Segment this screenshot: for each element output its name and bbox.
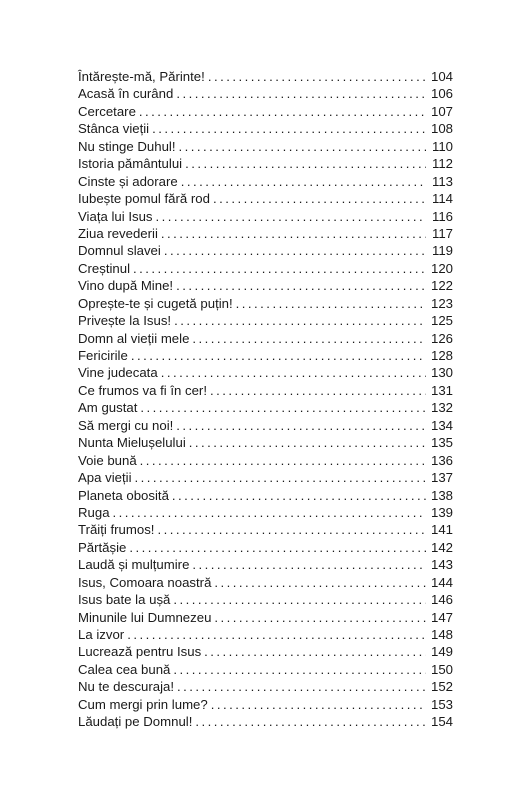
dot-leader <box>176 417 426 434</box>
dot-leader <box>127 626 426 643</box>
toc-entry-page-number: 141 <box>430 522 453 538</box>
toc-entry-page-number: 125 <box>430 313 453 329</box>
toc-entry-title: Nu te descuraja! <box>78 679 175 695</box>
toc-entry-title: Nu stinge Duhul! <box>78 138 176 154</box>
toc-entry <box>78 643 453 660</box>
toc-entry-page-number: 152 <box>430 679 453 695</box>
dot-leader <box>208 68 426 85</box>
toc-entry-page-number: 120 <box>430 260 453 276</box>
toc-entry-title: Trăiți frumos! <box>78 522 155 538</box>
toc-entry <box>78 225 453 242</box>
toc-entry <box>78 260 453 277</box>
dot-leader <box>135 469 426 486</box>
toc-entry-title: Lucrează pentru Isus <box>78 644 202 660</box>
toc-entry-page-number: 113 <box>431 173 453 189</box>
dot-leader <box>152 120 426 137</box>
toc-entry-page-number: 153 <box>430 696 453 712</box>
dot-leader <box>113 504 426 521</box>
toc-entry-page-number: 130 <box>430 365 453 381</box>
dot-leader <box>181 173 426 190</box>
toc-entry-title: Viața lui Isus <box>78 208 153 224</box>
toc-entry-title: Fericirile <box>78 348 128 363</box>
dot-leader <box>174 312 426 329</box>
toc-entry-title: Întărește-mă, Părinte! <box>78 69 205 84</box>
toc-entry-title: Cercetare <box>78 103 136 119</box>
toc-entry-title: Laudă și mulțumire <box>78 557 190 573</box>
dot-leader <box>214 574 426 591</box>
table-of-contents <box>78 68 453 731</box>
dot-leader <box>133 260 426 277</box>
dot-leader <box>161 225 426 242</box>
toc-entry-page-number: 146 <box>430 592 453 608</box>
toc-entry <box>78 190 453 207</box>
toc-entry <box>78 173 453 190</box>
toc-entry <box>78 434 453 451</box>
toc-entry-page-number: 128 <box>430 348 453 363</box>
toc-entry-page-number: 135 <box>430 435 453 451</box>
toc-entry <box>78 609 453 626</box>
toc-entry <box>78 242 453 259</box>
toc-entry-page-number: 138 <box>430 487 453 503</box>
toc-entry-page-number: 122 <box>430 278 453 294</box>
toc-entry-title: Iubește pomul fără rod <box>78 191 210 207</box>
toc-entry-page-number: 112 <box>431 156 453 172</box>
toc-entry-page-number: 110 <box>431 138 453 154</box>
toc-entry-page-number: 108 <box>430 121 453 137</box>
toc-entry-page-number: 142 <box>430 539 453 555</box>
toc-entry-page-number: 144 <box>430 574 453 590</box>
toc-entry <box>78 626 453 643</box>
toc-entry-title: Domn al vieții mele <box>78 330 190 346</box>
toc-entry <box>78 417 453 434</box>
toc-entry-title: Cum mergi prin lume? <box>78 696 208 712</box>
toc-entry <box>78 120 453 137</box>
dot-leader <box>129 539 426 556</box>
toc-entry <box>78 208 453 225</box>
toc-entry-page-number: 137 <box>430 470 453 486</box>
toc-entry <box>78 678 453 695</box>
toc-entry <box>78 591 453 608</box>
toc-entry-title: Creștinul <box>78 260 131 276</box>
toc-entry-title: Cinste și adorare <box>78 173 178 189</box>
toc-entry-title: Am gustat <box>78 400 138 416</box>
toc-entry-title: Lăudați pe Domnul! <box>78 714 193 730</box>
toc-entry-page-number: 143 <box>430 557 453 573</box>
dot-leader <box>192 556 426 573</box>
toc-entry <box>78 556 453 573</box>
toc-entry-title: Planeta obosită <box>78 487 169 503</box>
dot-leader <box>210 382 426 399</box>
dot-leader <box>236 295 426 312</box>
toc-entry-page-number: 150 <box>430 661 453 677</box>
toc-entry-title: Privește la Isus! <box>78 313 172 329</box>
toc-entry-title: Acasă în curând <box>78 86 174 102</box>
dot-leader <box>211 696 426 713</box>
toc-entry <box>78 696 453 713</box>
toc-entry-title: Voie bună <box>78 452 137 468</box>
toc-entry-title: Isus bate la ușă <box>78 592 171 608</box>
dot-leader <box>176 277 426 294</box>
toc-entry <box>78 713 453 730</box>
toc-entry-title: Ziua revederii <box>78 225 158 241</box>
dot-leader <box>204 643 426 660</box>
dot-leader <box>195 713 426 730</box>
toc-entry-title: Ce frumos va fi în cer! <box>78 382 207 398</box>
toc-entry-page-number: 131 <box>430 382 453 398</box>
toc-entry <box>78 68 453 85</box>
toc-entry <box>78 295 453 312</box>
toc-entry <box>78 452 453 469</box>
toc-entry-page-number: 117 <box>431 225 453 241</box>
toc-entry-page-number: 148 <box>430 627 453 642</box>
toc-entry-title: Istoria pământului <box>78 156 183 172</box>
toc-entry <box>78 103 453 120</box>
toc-entry-page-number: 136 <box>430 452 453 468</box>
toc-entry-page-number: 106 <box>430 86 453 102</box>
toc-entry-page-number: 119 <box>431 243 453 259</box>
dot-leader <box>156 208 426 225</box>
toc-entry <box>78 85 453 102</box>
toc-entry-title: Stânca vieții <box>78 121 150 137</box>
dot-leader <box>173 661 426 678</box>
dot-leader <box>192 330 426 347</box>
dot-leader <box>213 190 426 207</box>
toc-entry <box>78 399 453 416</box>
toc-entry-page-number: 123 <box>430 295 453 311</box>
dot-leader <box>177 678 426 695</box>
toc-entry-title: Domnul slavei <box>78 243 161 259</box>
toc-entry <box>78 504 453 521</box>
toc-entry-page-number: 147 <box>430 609 453 625</box>
dot-leader <box>139 103 426 120</box>
toc-entry <box>78 330 453 347</box>
toc-entry-title: Vine judecata <box>78 365 158 381</box>
toc-entry-page-number: 154 <box>430 714 453 730</box>
dot-leader <box>140 399 426 416</box>
toc-entry <box>78 277 453 294</box>
toc-entry <box>78 347 453 364</box>
toc-entry-page-number: 126 <box>430 330 453 346</box>
toc-entry-page-number: 132 <box>430 400 453 416</box>
dot-leader <box>173 591 426 608</box>
dot-leader <box>161 364 426 381</box>
toc-entry <box>78 382 453 399</box>
toc-entry <box>78 574 453 591</box>
toc-entry-title: Nunta Mielușelului <box>78 435 186 451</box>
toc-entry-title: Să mergi cu noi! <box>78 417 174 433</box>
toc-entry-page-number: 104 <box>430 69 453 84</box>
dot-leader <box>131 347 426 364</box>
dot-leader <box>189 434 426 451</box>
toc-entry-page-number: 116 <box>431 208 453 224</box>
dot-leader <box>214 609 426 626</box>
dot-leader <box>176 85 426 102</box>
toc-entry <box>78 364 453 381</box>
dot-leader <box>140 452 426 469</box>
toc-entry-title: Minunile lui Dumnezeu <box>78 609 212 625</box>
toc-entry-title: Vino după Mine! <box>78 278 174 294</box>
toc-entry-title: Apa vieții <box>78 470 132 486</box>
toc-entry <box>78 155 453 172</box>
toc-entry-title: Ruga <box>78 504 110 520</box>
toc-entry-page-number: 139 <box>430 504 453 520</box>
toc-entry-title: La izvor <box>78 627 125 642</box>
dot-leader <box>157 521 426 538</box>
toc-entry <box>78 138 453 155</box>
toc-entry <box>78 469 453 486</box>
toc-entry <box>78 521 453 538</box>
dot-leader <box>172 487 426 504</box>
dot-leader <box>185 155 426 172</box>
toc-entry-page-number: 149 <box>430 644 453 660</box>
toc-entry-title: Isus, Comoara noastră <box>78 574 212 590</box>
toc-entry-title: Părtășie <box>78 539 127 555</box>
toc-entry <box>78 487 453 504</box>
toc-entry <box>78 661 453 678</box>
toc-entry-title: Calea cea bună <box>78 661 171 677</box>
toc-entry-page-number: 134 <box>430 417 453 433</box>
toc-entry-page-number: 114 <box>431 191 453 207</box>
toc-entry <box>78 312 453 329</box>
dot-leader <box>179 138 427 155</box>
toc-entry-title: Oprește-te și cugetă puțin! <box>78 295 233 311</box>
toc-entry <box>78 539 453 556</box>
dot-leader <box>164 242 426 259</box>
toc-entry-page-number: 107 <box>430 103 453 119</box>
